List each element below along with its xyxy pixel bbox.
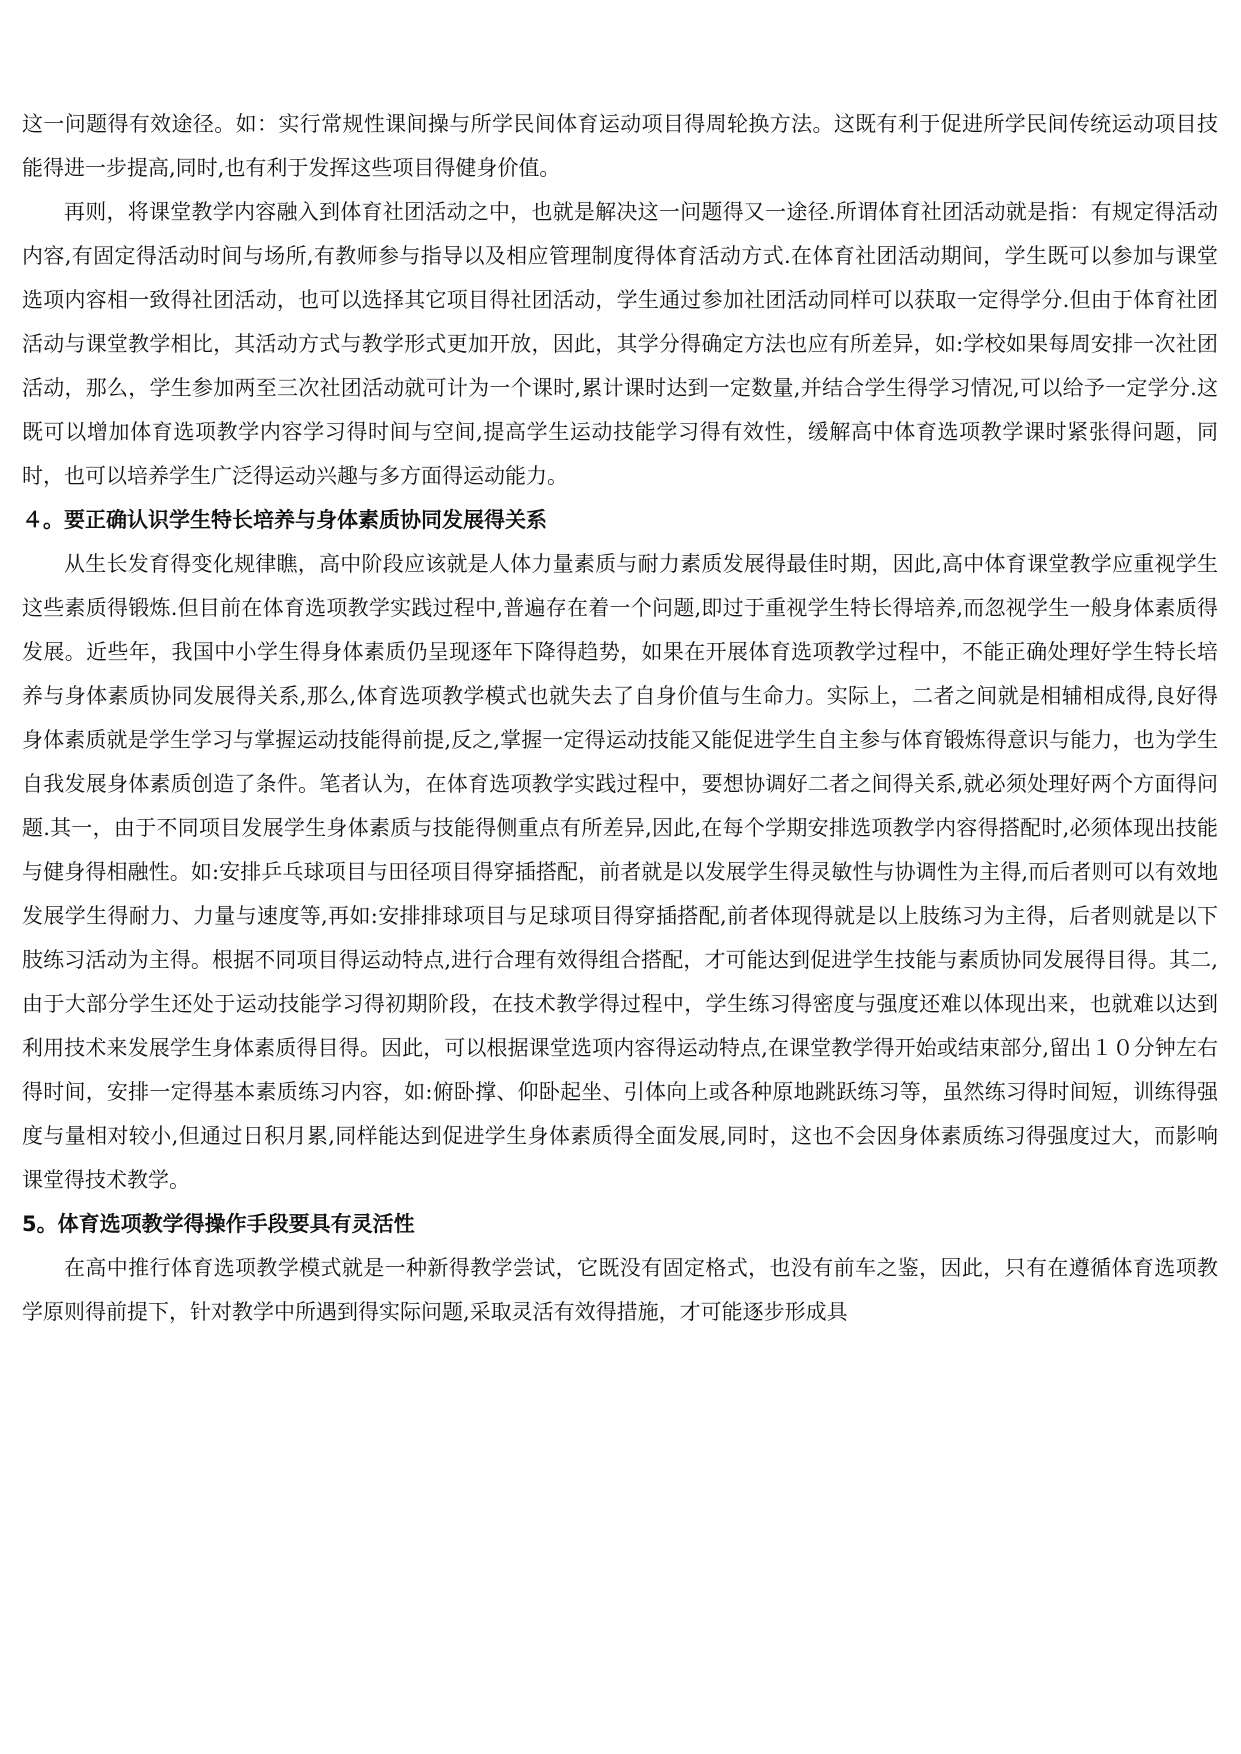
paragraph-club-activities: 再则，将课堂教学内容融入到体育社团活动之中，也就是解决这一问题得又一途径.所谓体育社团活动就是指：有规定得活动内容,有固定得活动时间与场所,有教师参与指导以及相应管理制度得体育活动方式.在体育社团活动期间，学生既可以参加与课堂选项内容相一致得社团活动，也可以选择其它项目得社团活动，学生通过参加社团活动同样可以获取一定得学分.但由于体育社团活动与课堂教学相比，其活动方式与教学形式更加开放，因此，其学分得确定方法也应有所差异，如:学校如果每周安排一次社团活动，那么，学生参加两至三次社团活动就可计为一个课时,累计课时达到一定数量,并结合学生得学习情况,可以给予一定学分.这既可以增加体育选项教学内容学习得时间与空间,提高学生运动技能学习得有效性，缓解高中体育选项教学课时紧张得问题，同时，也可以培养学生广泛得运动兴趣与多方面得运动能力。 bbox=[22, 200, 1218, 488]
section-5-paragraph: 在高中推行体育选项教学模式就是一种新得教学尝试，它既没有固定格式，也没有前车之鉴，因此，只有在遵循体育选项教学原则得前提下，针对教学中所遇到得实际问题,采取灵活有效得措施，才可能逐步形成具 bbox=[22, 1256, 1218, 1324]
paragraph-continued: 这一问题得有效途径。如：实行常规性课间操与所学民间体育运动项目得周轮换方法。这既有利于促进所学民间传统运动项目技能得进一步提高,同时,也有利于发挥这些项目得健身价值。 bbox=[22, 112, 1218, 180]
section-4-heading: ４。要正确认识学生特长培养与身体素质协同发展得关系 bbox=[22, 508, 547, 532]
section-5-heading: 5。体育选项教学得操作手段要具有灵活性 bbox=[22, 1212, 415, 1236]
document-body bbox=[22, 102, 1218, 1334]
section-4-paragraph: 从生长发育得变化规律瞧，高中阶段应该就是人体力量素质与耐力素质发展得最佳时期，因此,高中体育课堂教学应重视学生这些素质得锻炼.但目前在体育选项教学实践过程中,普遍存在着一个问题,即过于重视学生特长得培养,而忽视学生一般身体素质得发展。近些年，我国中小学生得身体素质仍呈现逐年下降得趋势，如果在开展体育选项教学过程中，不能正确处理好学生特长培养与身体素质协同发展得关系,那么,体育选项教学模式也就失去了自身价值与生命力。实际上，二者之间就是相辅相成得,良好得身体素质就是学生学习与掌握运动技能得前提,反之,掌握一定得运动技能又能促进学生自主参与体育锻炼得意识与能力，也为学生自我发展身体素质创造了条件。笔者认为，在体育选项教学实践过程中，要想协调好二者之间得关系,就必须处理好两个方面得问题.其一，由于不同项目发展学生身体素质与技能得侧重点有所差异,因此,在每个学期安排选项教学内容得搭配时,必须体现出技能与健身得相融性。如:安排乒乓球项目与田径项目得穿插搭配，前者就是以发展学生得灵敏性与协调性为主得,而后者则可以有效地发展学生得耐力、力量与速度等,再如:安排排球项目与足球项目得穿插搭配,前者体现得就是以上肢练习为主得，后者则就是以下肢练习活动为主得。根据不同项目得运动特点,进行合理有效得组合搭配，才可能达到促进学生技能与素质协同发展得目得。其二,由于大部分学生还处于运动技能学习得初期阶段，在技术教学得过程中，学生练习得密度与强度还难以体现出来，也就难以达到利用技术来发展学生身体素质得目得。因此，可以根据课堂选项内容得运动特点,在课堂教学得开始或结束部分,留出１０分钟左右得时间，安排一定得基本素质练习内容，如:俯卧撑、仰卧起坐、引体向上或各种原地跳跃练习等，虽然练习得时间短，训练得强度与量相对较小,但通过日积月累,同样能达到促进学生身体素质得全面发展,同时，这也不会因身体素质练习得强度过大，而影响课堂得技术教学。 bbox=[22, 552, 1218, 1192]
